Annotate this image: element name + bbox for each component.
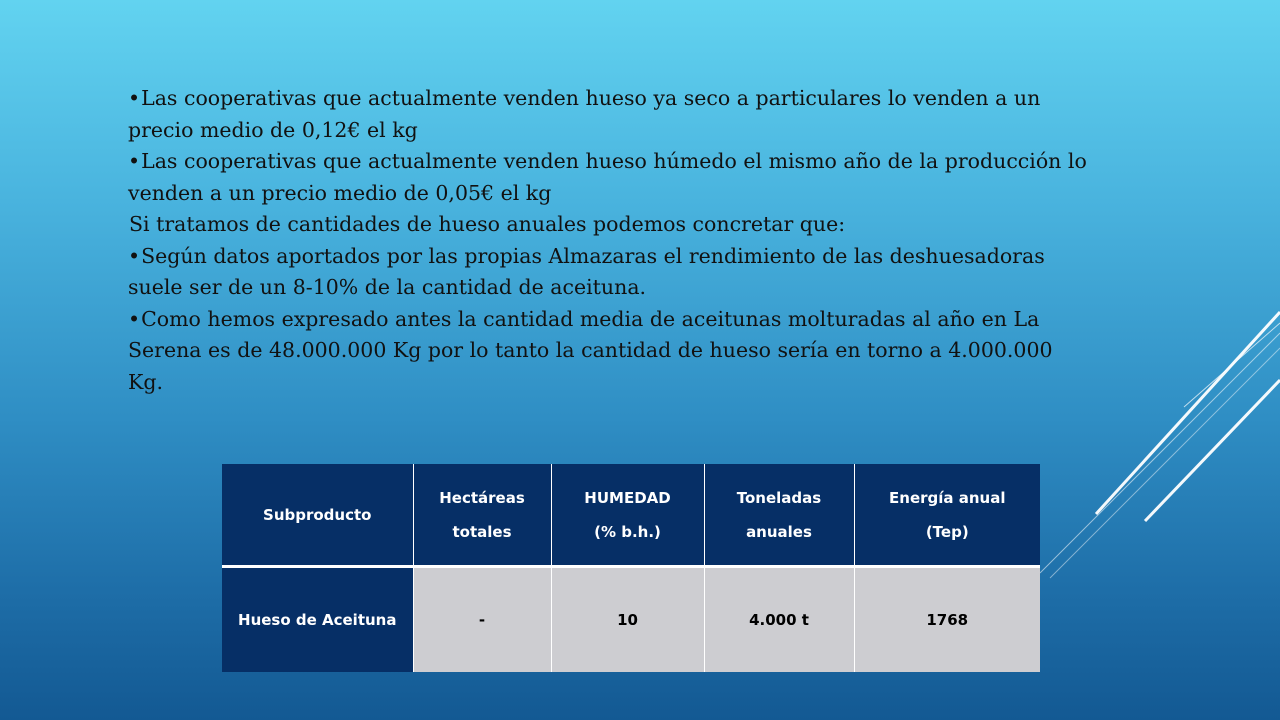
column-header-line: Toneladas bbox=[736, 488, 822, 507]
column-header bbox=[222, 464, 413, 567]
column-header-line: anuales bbox=[746, 522, 812, 541]
table-cell: 1768 bbox=[854, 567, 1040, 673]
paragraph bbox=[128, 146, 1088, 209]
column-header-line: (% b.h.) bbox=[594, 522, 661, 541]
paragraph bbox=[128, 304, 1088, 399]
paragraph bbox=[128, 83, 1088, 146]
bullet-marker: • bbox=[128, 86, 141, 110]
table-header-row bbox=[222, 464, 1040, 567]
data-table bbox=[222, 464, 1040, 672]
paragraph-text: Las cooperativas que actualmente venden hueso húmedo el mismo año de la producción lo venden a un precio medio de 0,05€ el kg bbox=[128, 149, 1087, 205]
column-header bbox=[413, 464, 551, 567]
paragraph bbox=[128, 241, 1088, 304]
table-cell: Hueso de Aceituna bbox=[222, 567, 413, 673]
table-cell: - bbox=[413, 567, 551, 673]
column-header-line: (Tep) bbox=[925, 522, 969, 541]
bullet-marker: • bbox=[128, 243, 141, 268]
paragraph bbox=[128, 209, 1088, 241]
column-header-line: Subproducto bbox=[263, 505, 372, 524]
column-header bbox=[551, 464, 704, 567]
bullet-marker: • bbox=[128, 149, 141, 173]
table-row bbox=[222, 567, 1040, 673]
body-text bbox=[128, 83, 1088, 398]
column-header bbox=[704, 464, 854, 567]
table-cell: 4.000 t bbox=[704, 567, 854, 673]
column-header bbox=[854, 464, 1040, 567]
bullet-marker: • bbox=[128, 306, 141, 331]
paragraph-text: Según datos aportados por las propias Almazaras el rendimiento de las deshuesadoras suele ser de un 8-10% de la cantidad de aceituna. bbox=[128, 243, 1045, 299]
paragraph-text: Como hemos expresado antes la cantidad media de aceitunas molturadas al año en La Serena es de 48.000.000 Kg por lo tanto la cantidad de hueso sería en torno a 4.000.000 Kg. bbox=[128, 306, 1053, 394]
column-header-line: HUMEDAD bbox=[584, 488, 671, 507]
column-header-line: totales bbox=[452, 522, 512, 541]
column-header-line: Energía anual bbox=[889, 488, 1006, 507]
column-header-line: Hectáreas bbox=[439, 488, 525, 507]
paragraph-text: Las cooperativas que actualmente venden hueso ya seco a particulares lo venden a un precio medio de 0,12€ el kg bbox=[128, 86, 1041, 142]
paragraph-text: Si tratamos de cantidades de hueso anuales podemos concretar que: bbox=[129, 212, 846, 236]
table-cell: 10 bbox=[551, 567, 704, 673]
